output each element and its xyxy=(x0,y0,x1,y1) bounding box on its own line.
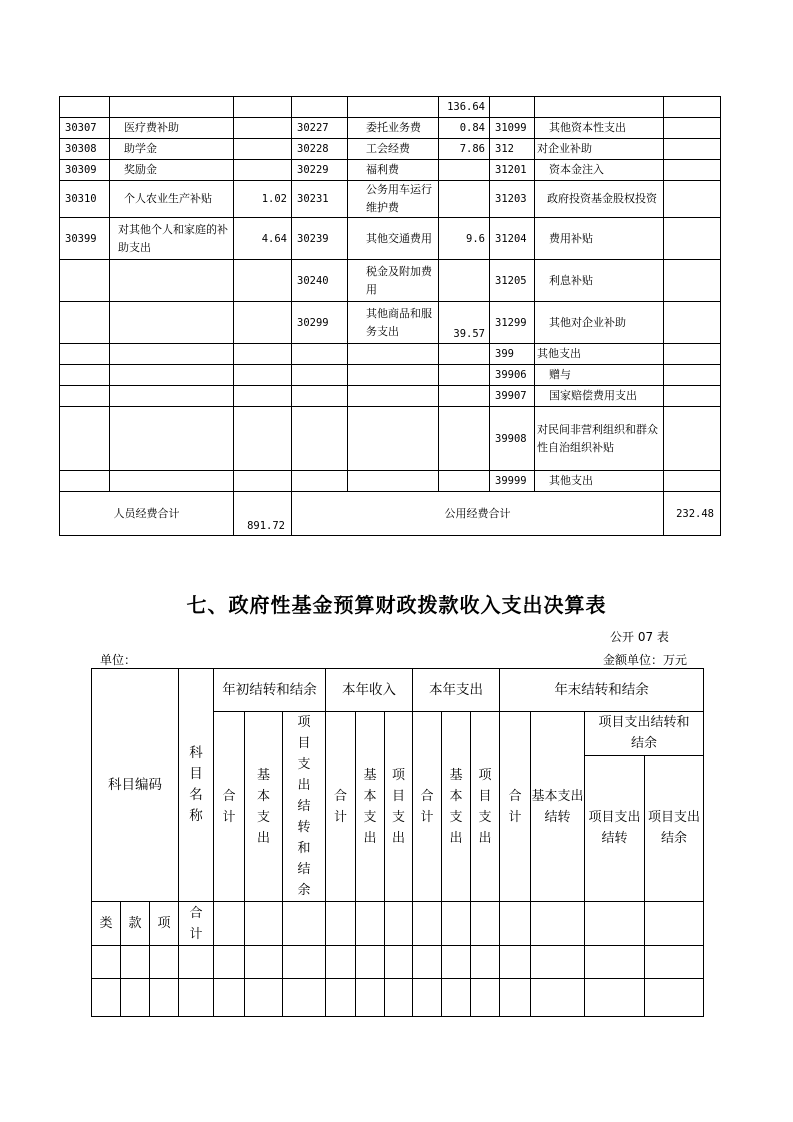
table-row xyxy=(60,302,721,344)
code-c: 312 xyxy=(490,139,535,160)
cell xyxy=(645,902,704,946)
expense-header: 本年支出 xyxy=(413,669,500,712)
name-b xyxy=(348,471,439,492)
cell xyxy=(500,902,531,946)
table-row xyxy=(60,218,721,260)
opening-basic-text: 基 本 支 出 xyxy=(257,767,271,846)
code-b xyxy=(292,365,348,386)
code-a xyxy=(60,365,110,386)
amount-a xyxy=(234,365,292,386)
code-c: 39907 xyxy=(490,386,535,407)
cell xyxy=(245,979,283,1017)
code-c: 399 xyxy=(490,344,535,365)
table-row xyxy=(60,139,721,160)
amount-a xyxy=(234,160,292,181)
cell xyxy=(214,902,245,946)
amount-a xyxy=(234,139,292,160)
table-row xyxy=(60,260,721,302)
cell xyxy=(442,979,471,1017)
code-b: 30299 xyxy=(292,302,348,344)
name-c: 其他支出 xyxy=(535,344,664,365)
amount-c xyxy=(664,218,721,260)
closing-basic-text: 基本支出 结转 xyxy=(531,788,584,825)
cell xyxy=(245,946,283,979)
table-row xyxy=(60,344,721,365)
amount-c xyxy=(664,260,721,302)
name-b xyxy=(348,365,439,386)
cell xyxy=(385,902,413,946)
expense-basic-header xyxy=(442,712,471,902)
amount-a: 4.64 xyxy=(234,218,292,260)
cell xyxy=(179,946,214,979)
fund-budget-table xyxy=(91,668,704,1017)
name-a: 对其他个人和家庭的补助支出 xyxy=(110,218,234,260)
empty-row xyxy=(92,946,704,979)
amount-b: 9.6 xyxy=(439,218,490,260)
cell xyxy=(326,902,356,946)
cell xyxy=(385,946,413,979)
code-b: 30227 xyxy=(292,118,348,139)
cell xyxy=(500,946,531,979)
code-a: 30309 xyxy=(60,160,110,181)
code-b xyxy=(292,471,348,492)
name-b xyxy=(348,97,439,118)
code-c: 39908 xyxy=(490,407,535,471)
code-a xyxy=(60,407,110,471)
name-a xyxy=(110,302,234,344)
code-b: 30228 xyxy=(292,139,348,160)
name-a xyxy=(110,365,234,386)
name-a: 奖励金 xyxy=(110,160,234,181)
name-a xyxy=(110,97,234,118)
code-c: 31201 xyxy=(490,160,535,181)
name-c: 其他资本性支出 xyxy=(535,118,664,139)
amount-c xyxy=(664,407,721,471)
amount-c xyxy=(664,160,721,181)
code-b xyxy=(292,407,348,471)
name-b: 委托业务费 xyxy=(348,118,439,139)
money-unit-label: 金额单位：万元 xyxy=(603,653,688,667)
name-b xyxy=(348,344,439,365)
income-project-header xyxy=(385,712,413,902)
code-c: 31204 xyxy=(490,218,535,260)
income-total-text: 合 计 xyxy=(334,788,348,825)
amount-a xyxy=(234,97,292,118)
code-a xyxy=(60,344,110,365)
code-a: 30310 xyxy=(60,181,110,218)
subject-name-header xyxy=(179,669,214,902)
cell xyxy=(645,979,704,1017)
amount-c xyxy=(664,471,721,492)
code-a xyxy=(60,260,110,302)
cell xyxy=(150,979,179,1017)
cell xyxy=(326,979,356,1017)
page-title: 七、政府性基金预算财政拨款收入支出决算表 xyxy=(186,593,607,617)
amount-b xyxy=(439,471,490,492)
cell xyxy=(92,979,121,1017)
subject-name-text: 科 目 名 称 xyxy=(189,745,203,824)
code-a: 30307 xyxy=(60,118,110,139)
name-a xyxy=(110,471,234,492)
name-c: 其他对企业补助 xyxy=(535,302,664,344)
closing-total-text: 合 计 xyxy=(508,788,522,825)
opening-project-text: 项 目 支 出 结 转 和 结 余 xyxy=(297,715,311,898)
cell xyxy=(121,979,150,1017)
expense-total-header xyxy=(413,712,442,902)
name-b: 税金及附加费用 xyxy=(348,260,439,302)
public-total-label: 公用经费合计 xyxy=(292,492,664,536)
cell xyxy=(356,902,385,946)
opening-balance-header: 年初结转和结余 xyxy=(214,669,326,712)
cell xyxy=(471,902,500,946)
opening-basic-header xyxy=(245,712,283,902)
name-b: 其他商品和服务支出 xyxy=(348,302,439,344)
amount-c xyxy=(664,344,721,365)
item-header: 项 xyxy=(150,902,179,946)
expense-basic-text: 基 本 支 出 xyxy=(449,767,463,846)
amount-a xyxy=(234,471,292,492)
cell xyxy=(500,979,531,1017)
name-c: 对民间非营利组织和群众性自治组织补贴 xyxy=(535,407,664,471)
unit-label: 单位： xyxy=(100,653,137,667)
cell xyxy=(356,946,385,979)
amount-b: 136.64 xyxy=(439,97,490,118)
empty-row xyxy=(92,979,704,1017)
income-project-text: 项 目 支 出 xyxy=(392,767,406,846)
class-header: 类 xyxy=(92,902,121,946)
table-row xyxy=(60,386,721,407)
name-a xyxy=(110,344,234,365)
name-a xyxy=(110,386,234,407)
code-c: 39906 xyxy=(490,365,535,386)
name-c: 对企业补助 xyxy=(535,139,664,160)
closing-basic-header xyxy=(531,712,585,902)
cell xyxy=(385,979,413,1017)
project-surplus-header xyxy=(645,755,704,901)
code-c: 31299 xyxy=(490,302,535,344)
code-a: 30308 xyxy=(60,139,110,160)
cell xyxy=(150,946,179,979)
cell xyxy=(92,946,121,979)
closing-balance-header: 年末结转和结余 xyxy=(500,669,704,712)
project-surplus-text: 项目支出 结余 xyxy=(648,810,701,847)
amount-b xyxy=(439,181,490,218)
income-total-header xyxy=(326,712,356,902)
project-carry-header xyxy=(585,755,645,901)
amount-a xyxy=(234,260,292,302)
name-c: 赠与 xyxy=(535,365,664,386)
table-row xyxy=(60,407,721,471)
table-row xyxy=(60,181,721,218)
cell xyxy=(356,979,385,1017)
table-row xyxy=(60,118,721,139)
name-b: 工会经费 xyxy=(348,139,439,160)
cell xyxy=(471,946,500,979)
name-c xyxy=(535,97,664,118)
code-c: 31203 xyxy=(490,181,535,218)
code-b: 30239 xyxy=(292,218,348,260)
table-row xyxy=(60,97,721,118)
amount-c xyxy=(664,97,721,118)
cell xyxy=(283,902,326,946)
amount-c xyxy=(664,181,721,218)
amount-b xyxy=(439,344,490,365)
cell xyxy=(585,946,645,979)
code-b xyxy=(292,97,348,118)
closing-total-header xyxy=(500,712,531,902)
code-a: 30399 xyxy=(60,218,110,260)
cell xyxy=(283,946,326,979)
code-b xyxy=(292,386,348,407)
amount-b xyxy=(439,160,490,181)
amount-a xyxy=(234,302,292,344)
name-c: 国家赔偿费用支出 xyxy=(535,386,664,407)
row-total-label xyxy=(179,902,214,946)
name-b: 公务用车运行维护费 xyxy=(348,181,439,218)
amount-c xyxy=(664,139,721,160)
name-b xyxy=(348,407,439,471)
name-a: 助学金 xyxy=(110,139,234,160)
project-carry-text: 项目支出 结转 xyxy=(588,810,641,847)
table-number: 公开 07 表 xyxy=(610,630,669,644)
amount-a: 1.02 xyxy=(234,181,292,218)
code-c: 31099 xyxy=(490,118,535,139)
name-b xyxy=(348,386,439,407)
table-row xyxy=(60,365,721,386)
name-a: 医疗费补助 xyxy=(110,118,234,139)
cell xyxy=(585,902,645,946)
cell xyxy=(531,979,585,1017)
name-a: 个人农业生产补贴 xyxy=(110,181,234,218)
amount-b xyxy=(439,260,490,302)
amount-b xyxy=(439,386,490,407)
code-b: 30231 xyxy=(292,181,348,218)
amount-b xyxy=(439,407,490,471)
code-a xyxy=(60,302,110,344)
name-c: 资本金注入 xyxy=(535,160,664,181)
personnel-total-value: 891.72 xyxy=(234,492,292,536)
cell xyxy=(214,979,245,1017)
amount-b xyxy=(439,365,490,386)
cell xyxy=(121,946,150,979)
section-header: 款 xyxy=(121,902,150,946)
amount-b: 7.86 xyxy=(439,139,490,160)
cell xyxy=(413,946,442,979)
amount-a xyxy=(234,386,292,407)
cell xyxy=(442,946,471,979)
cell xyxy=(531,902,585,946)
opening-total-text: 合 计 xyxy=(222,788,236,825)
expense-project-text: 项 目 支 出 xyxy=(478,767,492,846)
summary-row xyxy=(60,492,721,536)
closing-project-header xyxy=(585,712,704,756)
personnel-total-label: 人员经费合计 xyxy=(60,492,234,536)
code-c xyxy=(490,97,535,118)
opening-total-header xyxy=(214,712,245,902)
code-b: 30240 xyxy=(292,260,348,302)
cell xyxy=(214,946,245,979)
code-a xyxy=(60,386,110,407)
name-c: 政府投资基金股权投资 xyxy=(535,181,664,218)
amount-b: 0.84 xyxy=(439,118,490,139)
amount-a xyxy=(234,344,292,365)
name-c: 利息补贴 xyxy=(535,260,664,302)
opening-project-header xyxy=(283,712,326,902)
cell xyxy=(179,979,214,1017)
cell xyxy=(413,979,442,1017)
amount-c xyxy=(664,302,721,344)
cell xyxy=(245,902,283,946)
code-a xyxy=(60,471,110,492)
amount-c xyxy=(664,386,721,407)
amount-c xyxy=(664,118,721,139)
table-row xyxy=(60,160,721,181)
cell xyxy=(326,946,356,979)
cell xyxy=(413,902,442,946)
name-a xyxy=(110,407,234,471)
cell xyxy=(531,946,585,979)
amount-a xyxy=(234,407,292,471)
cell xyxy=(585,979,645,1017)
cell xyxy=(442,902,471,946)
income-header: 本年收入 xyxy=(326,669,413,712)
amount-a xyxy=(234,118,292,139)
cell xyxy=(471,979,500,1017)
row-total-text: 合 计 xyxy=(189,905,203,942)
closing-project-text: 项目支出结转和 结余 xyxy=(598,715,690,752)
amount-c xyxy=(664,365,721,386)
amount-b: 39.57 xyxy=(439,302,490,344)
code-b xyxy=(292,344,348,365)
name-b: 福利费 xyxy=(348,160,439,181)
code-c: 39999 xyxy=(490,471,535,492)
expenditure-detail-table xyxy=(59,96,721,536)
code-c: 31205 xyxy=(490,260,535,302)
expense-project-header xyxy=(471,712,500,902)
cell xyxy=(645,946,704,979)
public-total-value: 232.48 xyxy=(664,492,721,536)
subject-code-header: 科目编码 xyxy=(92,669,179,902)
table-row xyxy=(60,471,721,492)
code-b: 30229 xyxy=(292,160,348,181)
name-c: 费用补贴 xyxy=(535,218,664,260)
cell xyxy=(283,979,326,1017)
expense-total-text: 合 计 xyxy=(420,788,434,825)
name-c: 其他支出 xyxy=(535,471,664,492)
code-a xyxy=(60,97,110,118)
name-b: 其他交通费用 xyxy=(348,218,439,260)
income-basic-text: 基 本 支 出 xyxy=(363,767,377,846)
name-a xyxy=(110,260,234,302)
income-basic-header xyxy=(356,712,385,902)
